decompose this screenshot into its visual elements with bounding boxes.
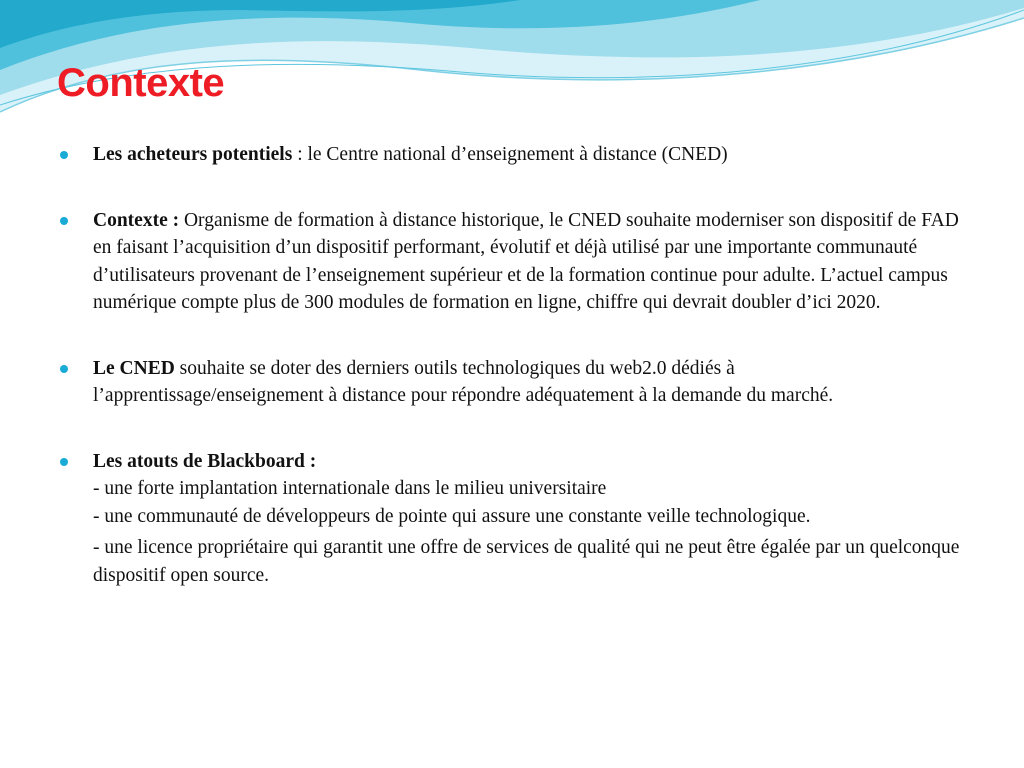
item-text: : le Centre national d’enseignement à distance (CNED) [292,144,728,165]
item-bold-label: Le CNED [93,357,175,379]
bullet-list [60,141,960,589]
item-line: - une licence propriétaire qui garantit une offre de services de qualité qui ne peut être égalée par un quelconque dispositif open source. [93,537,960,586]
item-text: souhaite se doter des derniers outils technologiques du web2.0 dédiés à l’apprentissage/enseignement à distance pour répondre adéquatement à la demande du marché. [93,357,834,406]
bullet-dot-icon [60,217,68,225]
item-paragraph [93,141,960,169]
bullet-dot-icon [60,458,68,466]
list-item [60,141,960,169]
item-paragraph [93,355,960,410]
slide-title: Contexte [57,61,225,105]
list-item [60,448,960,590]
bullet-dot-icon [60,365,68,373]
item-bold-label: Les acheteurs potentiels [93,144,293,165]
item-paragraph [93,207,960,317]
item-line: - une communauté de développeurs de pointe qui assure une constante veille technologique. [93,505,811,527]
item-bold-label: Les atouts de Blackboard : [93,450,317,472]
item-line: - une forte implantation internationale dans le milieu universitaire [93,478,607,499]
list-item [60,355,960,410]
bullet-dot-icon [60,151,68,159]
item-heading [93,448,960,476]
list-item [60,207,960,317]
item-text: Organisme de formation à distance historique, le CNED souhaite moderniser son dispositif de FAD en faisant l’acquisition d’un dispositif performant, évolutif et déjà utilisé par une importante communauté d’utilisateurs provenant de l’enseignement supérieur et de la formation continue pour adulte. L’actuel campus numérique compte plus de 300 modules de formation en ligne, chiffre qui devrait doubler d’ici 2020. [93,209,959,313]
item-bold-label: Contexte : [93,209,180,231]
